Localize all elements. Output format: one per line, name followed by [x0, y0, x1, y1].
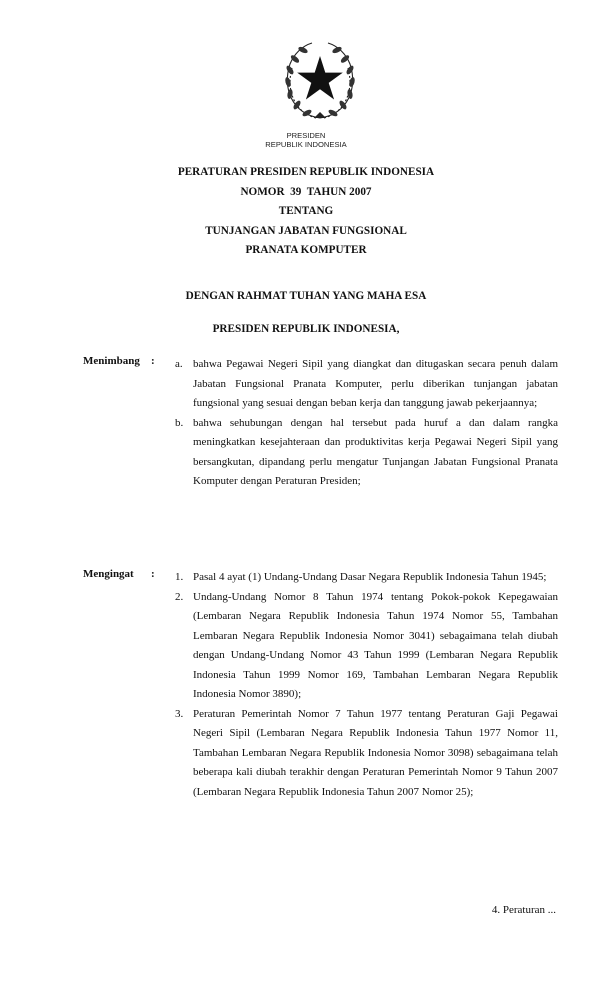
menimbang-colon: : — [151, 355, 155, 367]
mengingat-section — [83, 568, 558, 802]
item-marker: 3. — [175, 707, 184, 720]
emblem-caption-line2: REPUBLIK INDONESIA — [265, 140, 347, 149]
garuda-star-emblem-icon — [280, 38, 360, 122]
mengingat-item-1 — [175, 568, 558, 588]
mengingat-item-2 — [175, 588, 558, 705]
menimbang-label: Menimbang — [83, 355, 140, 367]
invocation — [0, 287, 612, 307]
title-about: TENTANG — [278, 205, 334, 217]
title-subject-2: PRANATA KOMPUTER — [245, 244, 367, 256]
item-marker: 2. — [175, 590, 184, 603]
item-marker: b. — [175, 416, 184, 429]
page-continuation: 4. Peraturan ... — [491, 904, 556, 916]
document-title — [0, 163, 612, 261]
invocation-text: DENGAN RAHMAT TUHAN YANG MAHA ESA — [185, 290, 427, 302]
item-text: bahwa sehubungan dengan hal tersebut pada huruf a dan dalam rangka meningkatkan kesejahteraan dan produktivitas kerja Pegawai Negeri Sipil yang bersangkutan, dipandang perlu mengatur Tunjangan Jabatan Fungsional Pranata Komputer dengan Peraturan Presiden; — [193, 416, 558, 487]
issuer — [0, 320, 612, 340]
mengingat-colon: : — [151, 568, 155, 580]
item-text: Undang-Undang Nomor 8 Tahun 1974 tentang Pokok-pokok Kepegawaian (Lembaran Negara Republik Indonesia Tahun 1974 Nomor 55, Tambahan Lembaran Negara Republik Indonesia Nomor 3041) sebagaimana telah diubah dengan Undang-Undang Nomor 43 Tahun 1999 (Lembaran Negara Republik Indonesia Tahun 1999 Nomor 169, Tambahan Lembaran Negara Republik Indonesia Nomor 3890); — [193, 590, 558, 700]
title-line-1: PERATURAN PRESIDEN REPUBLIK INDONESIA — [177, 166, 435, 178]
item-text: Pasal 4 ayat (1) Undang-Undang Dasar Negara Republik Indonesia Tahun 1945; — [193, 571, 547, 583]
title-subject-1: TUNJANGAN JABATAN FUNGSIONAL — [205, 224, 407, 237]
item-text: bahwa Pegawai Negeri Sipil yang diangkat dan ditugaskan secara penuh dalam Jabatan Fungsional Pranata Komputer, perlu diberikan tunjangan jabatan fungsional yang sesuai dengan beban kerja dan tanggung jawab pekerjaannya; — [193, 358, 558, 409]
menimbang-section — [83, 355, 558, 492]
issuer-text: PRESIDEN REPUBLIK INDONESIA, — [212, 323, 400, 335]
item-marker: 1. — [175, 571, 184, 583]
item-text: Peraturan Pemerintah Nomor 7 Tahun 1977 tentang Peraturan Gaji Pegawai Negeri Sipil (Lembaran Negara Republik Indonesia Tahun 1977 Nomor 11, Tambahan Lembaran Negara Republik Indonesia Nomor 3098) sebagaimana telah beberapa kali diubah terakhir dengan Peraturan Pemerintah Nomor 9 Tahun 2007 (Lembaran Negara Republik Indonesia Tahun 2007 Nomor 25); — [193, 707, 558, 798]
mengingat-label: Mengingat — [83, 568, 134, 580]
mengingat-item-3 — [175, 705, 558, 803]
item-marker: a. — [175, 358, 183, 370]
title-number: NOMOR 39 TAHUN 2007 — [240, 185, 372, 198]
menimbang-item-b — [175, 414, 558, 492]
menimbang-item-a — [175, 355, 558, 414]
emblem-caption-line1: PRESIDEN — [286, 131, 326, 140]
